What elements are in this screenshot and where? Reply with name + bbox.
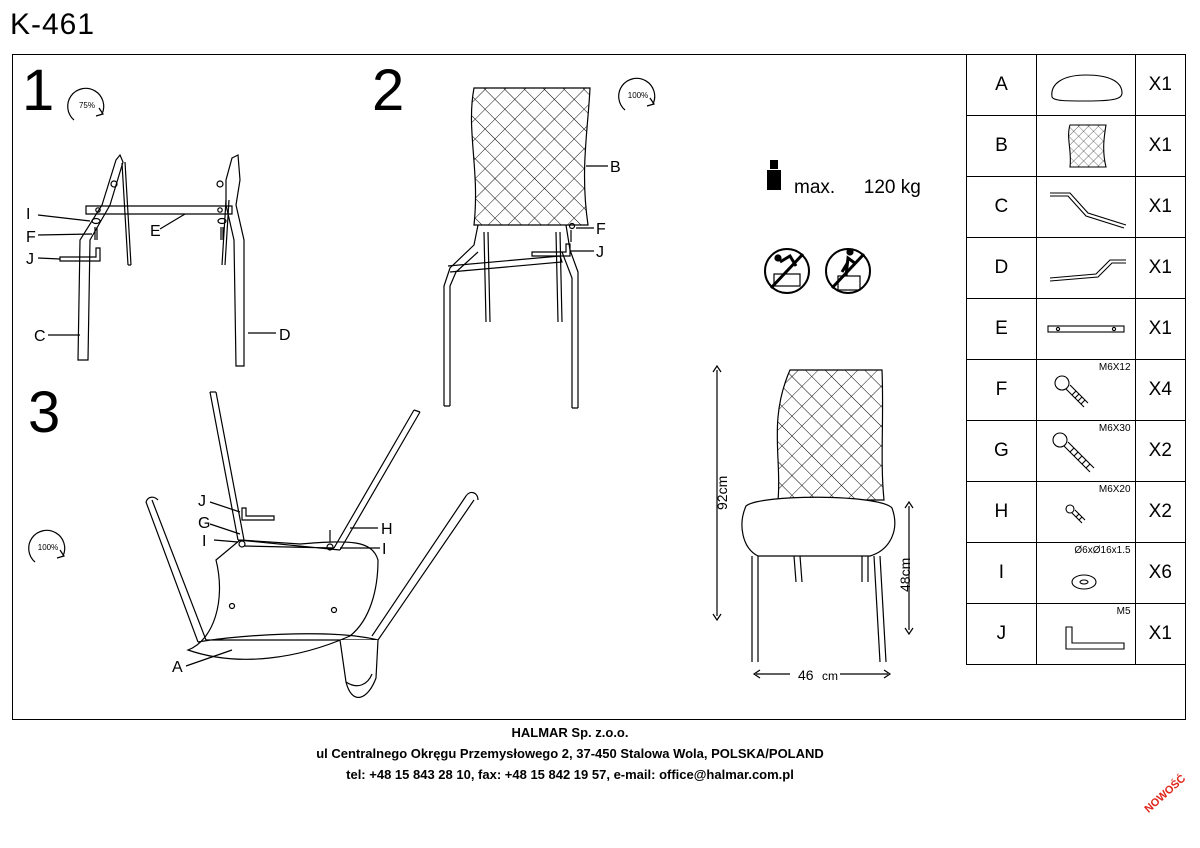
bolt-icon [1036,360,1135,421]
right-frame-icon [1036,238,1135,299]
part-code: H [967,482,1037,543]
company-contact: tel: +48 15 843 28 10, fax: +48 15 842 19 57, e-mail: office@halmar.com.pl [346,767,794,782]
callout-h: H [381,521,393,538]
parts-row [967,604,1186,665]
part-code: C [967,177,1037,238]
left-frame-icon [1036,177,1135,238]
callout-j: J [26,251,34,268]
crossbar-icon [1036,299,1135,360]
seat-height-label: 48cm [897,557,913,592]
no-standing-on-chair-icon [765,249,809,293]
step1-right-frame [217,155,244,366]
callout-c: C [34,328,46,345]
parts-table [966,54,1186,665]
svg-text:100%: 100% [627,91,649,100]
no-climbing-on-chair-icon [826,249,870,293]
step3-seat-a [188,540,378,697]
callout-i: I [382,541,387,558]
part-qty: X1 [1135,116,1185,177]
step1-hardware [60,219,226,262]
step-number-2: 2 [372,58,405,123]
callout-d: D [279,327,291,344]
svg-text:75%: 75% [78,101,96,110]
footer [0,722,1140,785]
part-code: E [967,299,1037,360]
step-number-1: 1 [22,58,55,123]
parts-row [967,421,1186,482]
part-code: G [967,421,1037,482]
part-qty: X1 [1135,604,1185,665]
width-label: 46 [798,667,814,683]
max-load-value: 120 kg [863,177,921,198]
parts-row [967,116,1186,177]
part-qty: X1 [1135,55,1185,116]
part-spec: M6X20 [1098,484,1131,495]
callout-i: I [202,533,207,550]
step3-chair-frame [146,392,478,642]
height-label: 92cm [714,475,730,510]
parts-row [967,238,1186,299]
part-code: F [967,360,1037,421]
part-qty: X2 [1135,421,1185,482]
rotation-100-icon [29,530,65,562]
company-address: ul Centralnego Okręgu Przemysłowego 2, 37-450 Stalowa Wola, POLSKA/POLAND [316,746,824,761]
step1-crossbar-e [86,206,232,214]
weight-icon [767,160,781,190]
part-spec: M6X30 [1098,423,1131,434]
company-name: HALMAR Sp. z.o.o. [511,725,629,740]
step3-hardware [230,508,337,613]
part-qty: X4 [1135,360,1185,421]
callout-f: F [596,221,606,238]
svg-text:100%: 100% [37,543,59,552]
dimension-chair [742,370,895,662]
seat-cushion-icon [1036,55,1135,116]
callout-e: E [150,223,161,240]
width-unit-label: cm [822,669,838,683]
parts-row [967,543,1186,604]
new-badge: NOWOŚĆ [1142,772,1189,816]
parts-row [967,299,1186,360]
callout-f: F [26,229,36,246]
callout-j: J [198,493,206,510]
part-code: J [967,604,1037,665]
parts-row [967,360,1186,421]
callout-b: B [610,159,621,176]
part-qty: X2 [1135,482,1185,543]
max-load-label: max. [794,177,836,198]
part-qty: X6 [1135,543,1185,604]
callout-i: I [26,206,31,223]
part-code: D [967,238,1037,299]
max-load [794,177,921,199]
parts-row [967,482,1186,543]
callout-a: A [172,659,183,676]
parts-row [967,55,1186,116]
bolt-icon [1036,421,1135,482]
part-qty: X1 [1135,299,1185,360]
step-number-3: 3 [28,380,61,445]
callout-j: J [596,244,604,261]
part-qty: X1 [1135,238,1185,299]
step2-backrest-b [471,88,590,225]
callout-g: G [198,515,211,532]
part-spec: Ø6xØ16x1.5 [1074,545,1131,556]
part-code: A [967,55,1037,116]
part-spec: M6X12 [1098,362,1131,373]
part-spec: M5 [1116,606,1131,617]
backrest-icon [1036,116,1135,177]
rotation-100-icon [619,78,655,110]
allen-key-icon [1036,604,1135,665]
model-title: K-461 [10,8,96,41]
part-qty: X1 [1135,177,1185,238]
part-code: I [967,543,1037,604]
rotation-75-icon [68,88,104,120]
bolt-icon [1036,482,1135,543]
part-code: B [967,116,1037,177]
washer-icon [1036,543,1135,604]
parts-row [967,177,1186,238]
